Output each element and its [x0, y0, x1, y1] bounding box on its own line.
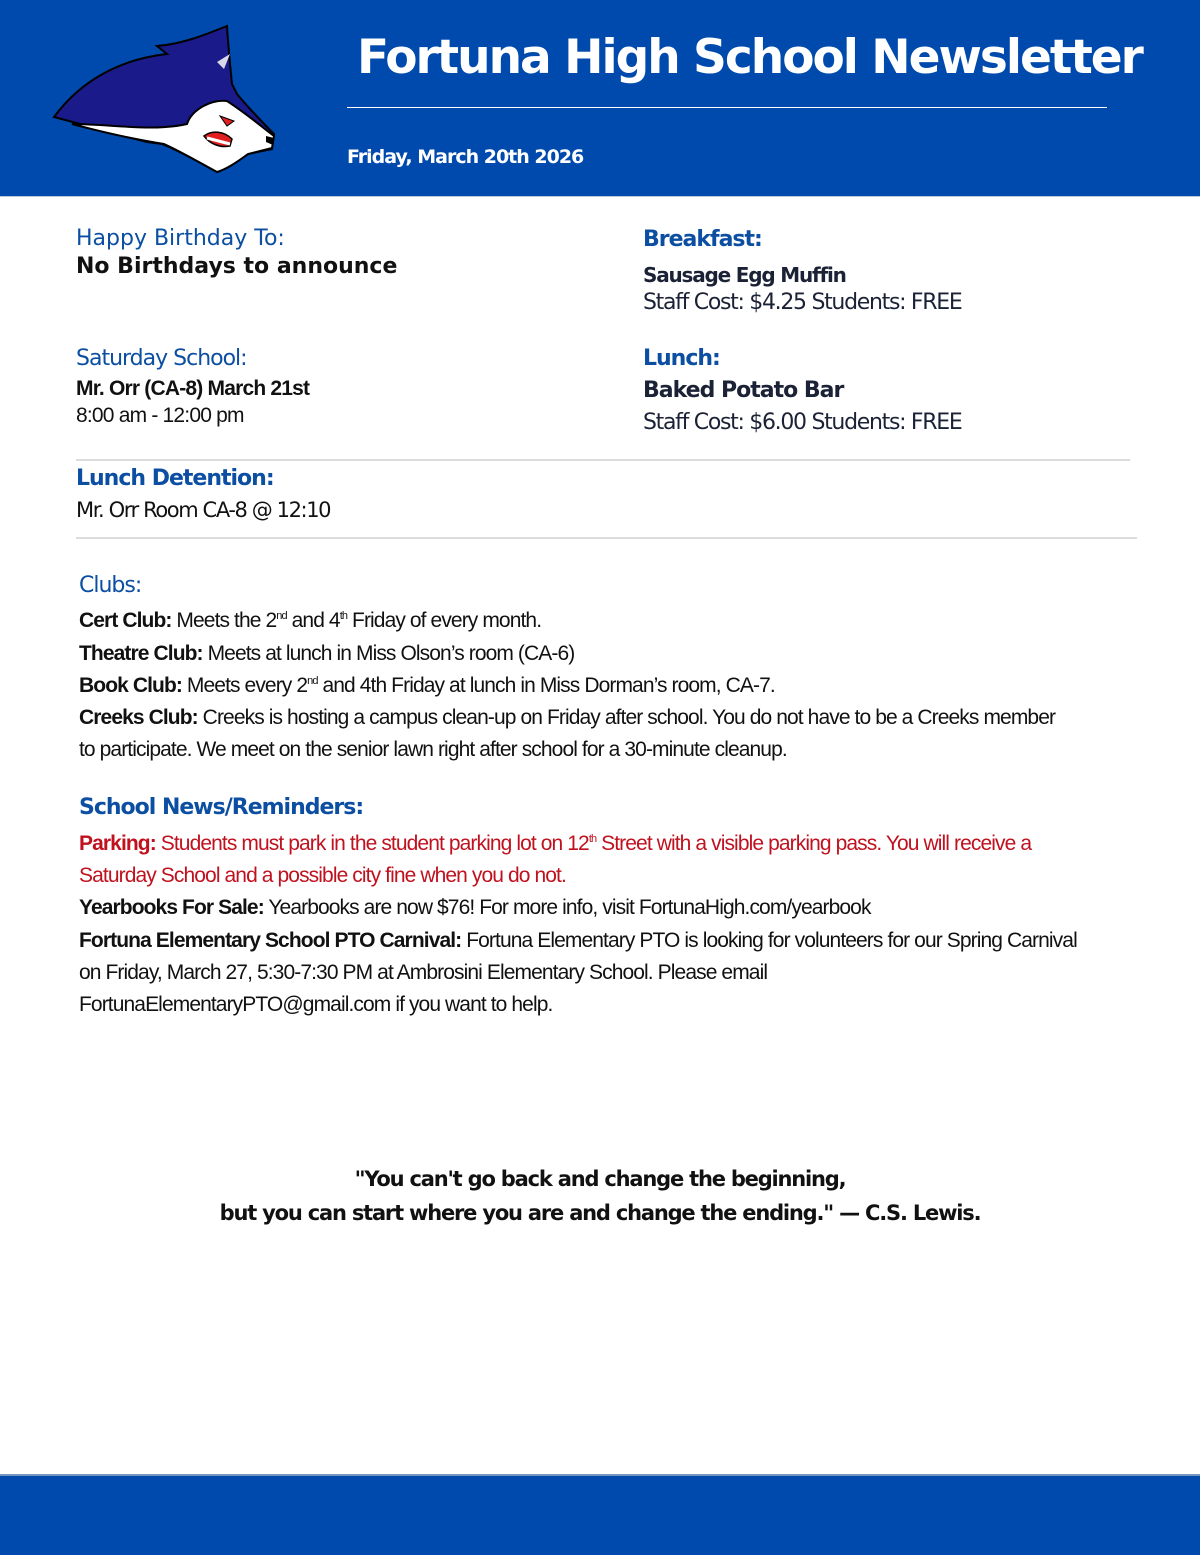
lunch-item: Baked Potato Bar: [643, 378, 844, 403]
news-heading: School News/Reminders:: [79, 795, 364, 820]
news-parking: [79, 832, 1031, 856]
section-divider: [76, 459, 1130, 461]
club-cert: [79, 609, 541, 633]
news-label: Fortuna Elementary School PTO Carnival:: [79, 929, 462, 952]
news-carnival-line2: on Friday, March 27, 5:30-7:30 PM at Ambrosini Elementary School. Please email: [79, 961, 768, 984]
ordinal-suffix: nd: [276, 610, 287, 622]
news-yearbook: [79, 896, 871, 920]
news-parking-continued: Saturday School and a possible city fine when you do not.: [79, 864, 566, 887]
news-text: Street with a visible parking pass. You will receive a: [596, 832, 1032, 855]
footer-banner: [0, 1474, 1200, 1555]
saturday-school-heading: Saturday School:: [76, 346, 247, 371]
club-text: Creeks is hosting a campus clean-up on Friday after school. You do not have to be a Creeks member: [197, 706, 1056, 729]
news-text: Fortuna Elementary PTO is looking for volunteers for our Spring Carnival: [461, 929, 1077, 952]
newsletter-title: Fortuna High School Newsletter: [357, 30, 1142, 85]
club-creeks: [79, 706, 1055, 730]
lunch-detention-heading: Lunch Detention:: [76, 466, 274, 491]
club-book: [79, 674, 775, 698]
lunch-cost: Staff Cost: $6.00 Students: FREE: [643, 410, 962, 435]
club-text: Meets every 2: [181, 674, 308, 697]
ordinal-suffix: th: [588, 833, 597, 845]
clubs-heading: Clubs:: [79, 573, 142, 598]
lunch-heading: Lunch:: [643, 346, 720, 371]
news-carnival: [79, 929, 1077, 953]
saturday-school-teacher: Mr. Orr (CA-8) March 21st: [76, 377, 310, 400]
breakfast-heading: Breakfast:: [643, 227, 762, 252]
club-text: and 4th Friday at lunch in Miss Dorman’s room, CA-7.: [317, 674, 775, 697]
club-theatre: [79, 642, 574, 666]
club-text: Meets at lunch in Miss Olson’s room (CA-6): [202, 642, 575, 665]
news-carnival-line3: FortunaElementaryPTO@gmail.com if you want to help.: [79, 993, 553, 1016]
club-text: Friday of every month.: [347, 609, 542, 632]
club-label: Theatre Club:: [79, 642, 203, 665]
quote-line-1: "You can't go back and change the beginning,: [354, 1167, 846, 1191]
news-text: Yearbooks are now $76! For more info, visit FortunaHigh.com/yearbook: [263, 896, 871, 919]
club-creeks-continued: to participate. We meet on the senior lawn right after school for a 30-minute cleanup.: [79, 738, 787, 761]
club-label: Creeks Club:: [79, 706, 198, 729]
header-divider: [347, 107, 1107, 108]
header-banner: [0, 0, 1200, 197]
section-divider: [76, 537, 1137, 539]
newsletter-date: Friday, March 20th 2026: [347, 146, 584, 168]
ordinal-suffix: th: [339, 610, 348, 622]
lunch-detention-text: Mr. Orr Room CA-8 @ 12:10: [76, 498, 331, 522]
saturday-school-time: 8:00 am - 12:00 pm: [76, 404, 244, 427]
wolf-mascot-icon: [52, 24, 277, 174]
club-text: and 4: [286, 609, 340, 632]
club-text: Meets the 2: [171, 609, 277, 632]
news-text: Students must park in the student parking lot on 12: [155, 832, 589, 855]
birthday-heading: Happy Birthday To:: [76, 226, 285, 251]
breakfast-item: Sausage Egg Muffin: [643, 263, 846, 287]
birthday-text: No Birthdays to announce: [76, 254, 398, 279]
quote: [0, 1162, 1200, 1230]
breakfast-cost: Staff Cost: $4.25 Students: FREE: [643, 290, 962, 315]
club-label: Book Club:: [79, 674, 182, 697]
ordinal-suffix: nd: [307, 675, 318, 687]
club-label: Cert Club:: [79, 609, 172, 632]
news-label: Yearbooks For Sale:: [79, 896, 264, 919]
news-label: Parking:: [79, 832, 156, 855]
quote-line-2: but you can start where you are and change the ending." — C.S. Lewis.: [219, 1201, 981, 1225]
